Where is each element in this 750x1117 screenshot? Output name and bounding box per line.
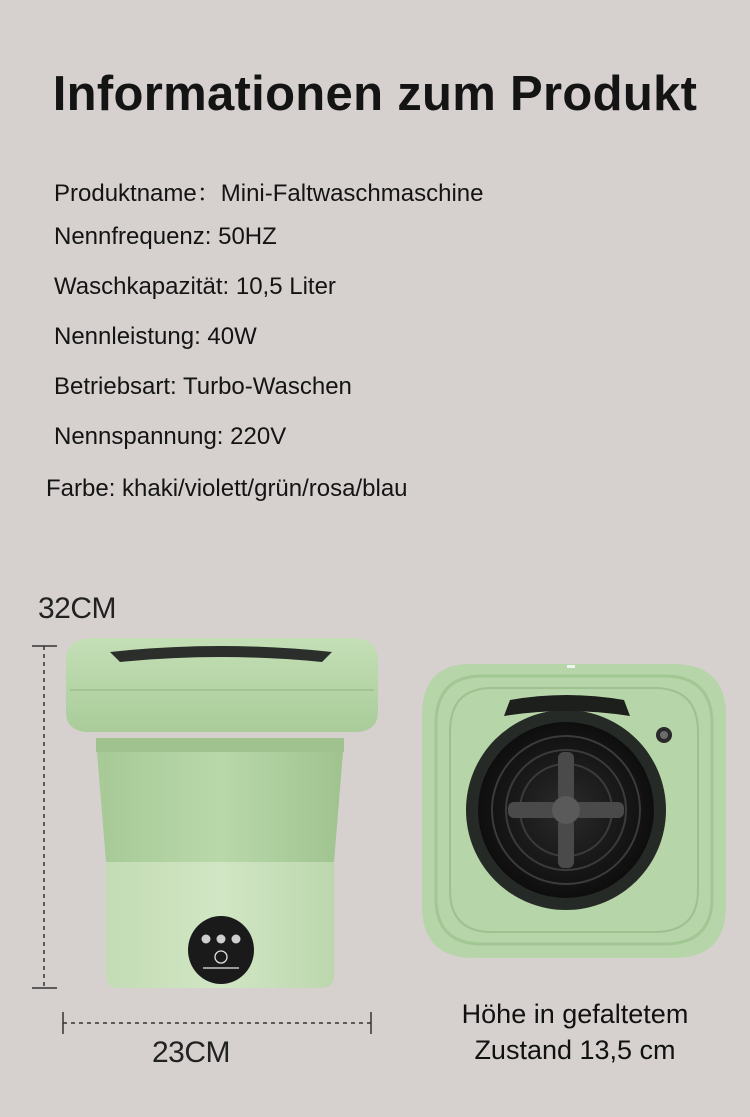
spec-power: Nennleistung: 40W [54, 323, 257, 350]
spec-mode: Betriebsart: Turbo-Waschen [54, 373, 352, 400]
spec-capacity: Waschkapazität: 10,5 Liter [54, 273, 336, 300]
width-label: 23CM [152, 1036, 231, 1069]
spec-frequency: Nennfrequenz: 50HZ [54, 223, 277, 250]
caption-line-1: Höhe in gefaltetem [461, 999, 689, 1029]
caption-line-2: Zustand 13,5 cm [474, 1035, 676, 1065]
spec-voltage: Nennspannung: 220V [54, 423, 287, 450]
height-label: 32CM [38, 592, 117, 625]
page-title: Informationen zum Produkt [52, 67, 698, 121]
width-dimension-line [63, 1012, 371, 1034]
spec-color: Farbe: khaki/violett/grün/rosa/blau [46, 475, 408, 502]
washing-machine-top-icon [422, 664, 726, 958]
control-panel-icon [188, 916, 254, 984]
washing-machine-side-icon [66, 638, 378, 988]
spec-product-name: Produktname：Mini-Faltwaschmaschine [54, 180, 484, 207]
height-dimension-line [32, 646, 57, 988]
